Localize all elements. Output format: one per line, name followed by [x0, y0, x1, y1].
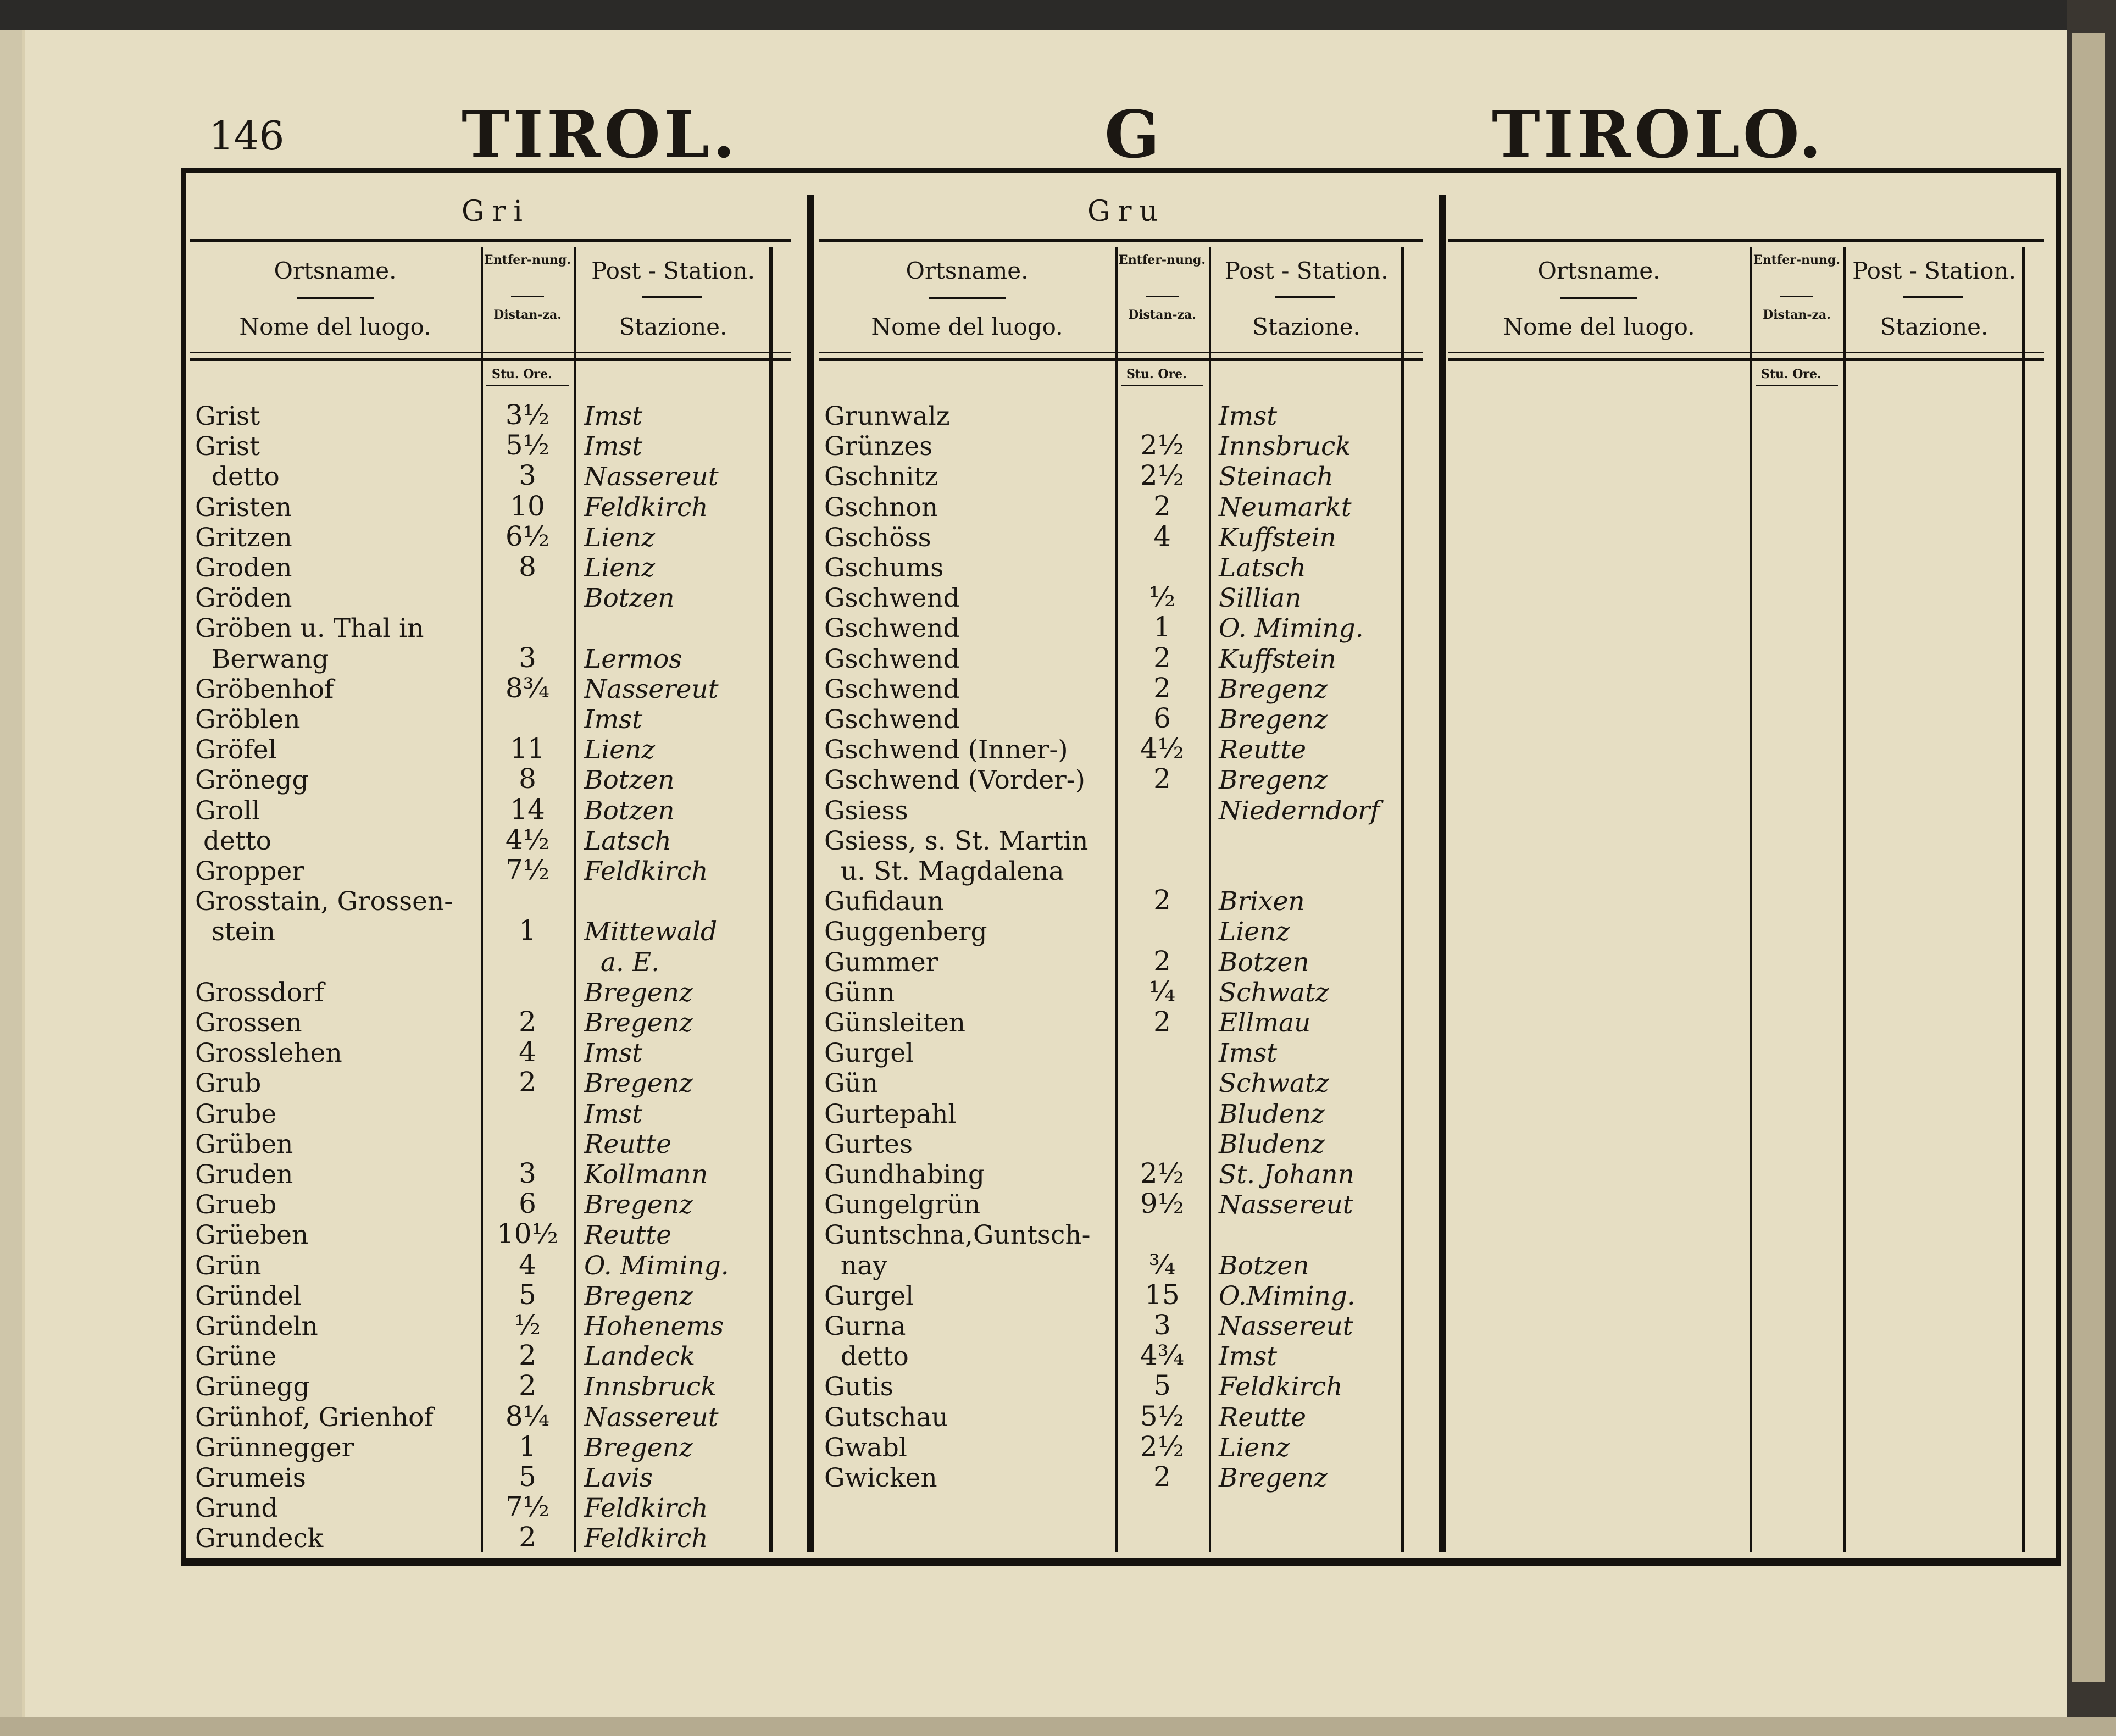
- place-name: Grund: [195, 1493, 278, 1524]
- distance-value: 8¼: [505, 1400, 550, 1432]
- post-station: Latsch: [584, 825, 671, 856]
- header-bottom-rule-thick: [190, 358, 791, 361]
- page-number: 146: [209, 113, 285, 159]
- place-name: Gundhabing: [824, 1160, 985, 1190]
- post-station: Feldkirch: [1219, 1372, 1343, 1402]
- place-name: Gropper: [195, 856, 304, 886]
- place-name: Gründel: [195, 1280, 302, 1311]
- units-rule: [1756, 385, 1838, 386]
- place-name: Gurgel: [824, 1038, 914, 1069]
- header-ortsname-dash: [297, 297, 374, 299]
- post-station: Imst: [1219, 1038, 1278, 1069]
- header-post-dash: [642, 296, 702, 298]
- header-entfernung-dash: [1146, 296, 1179, 297]
- place-name: stein: [195, 917, 276, 947]
- post-station: Nassereut: [584, 1402, 719, 1433]
- post-station: O. Miming.: [584, 1250, 729, 1281]
- place-name: Gummer: [824, 947, 938, 978]
- distance-value: 2: [519, 1369, 536, 1402]
- post-station: Botzen: [584, 765, 675, 796]
- place-name: Grüne: [195, 1341, 277, 1372]
- post-station: St. Johann: [1219, 1160, 1354, 1190]
- post-station: Imst: [584, 705, 643, 735]
- distance-value: 4½: [505, 823, 550, 856]
- header-stazione: Stazione.: [619, 313, 727, 340]
- place-name: Gschnon: [824, 492, 938, 523]
- header-entfernung: Entfer-nung.: [1753, 253, 1841, 267]
- post-station: Landeck: [584, 1341, 696, 1372]
- header-top-rule: [819, 239, 1423, 242]
- place-name: Gschwend (Vorder-): [824, 765, 1085, 796]
- units-label: Stu. Ore.: [1126, 367, 1187, 381]
- distance-value: 10½: [496, 1218, 559, 1250]
- post-station: Bregenz: [584, 977, 693, 1008]
- header-post-dash: [1275, 296, 1335, 298]
- distance-value: 6: [519, 1188, 536, 1220]
- place-name: Gschnitz: [824, 462, 938, 492]
- distance-value: 4: [519, 1036, 536, 1068]
- distance-value: 5½: [1140, 1400, 1185, 1432]
- post-station: Lermos: [584, 644, 682, 674]
- post-station: Bludenz: [1219, 1099, 1325, 1129]
- header-entfernung: Entfer-nung.: [1118, 253, 1206, 267]
- place-name: Groll: [195, 795, 260, 826]
- header-stazione: Stazione.: [1252, 313, 1360, 340]
- place-name: Gschwend: [824, 613, 960, 644]
- header-top-rule: [1448, 239, 2044, 242]
- place-name: Grosstain, Grossen-: [195, 886, 453, 917]
- place-name: Gritzen: [195, 522, 292, 553]
- page-bottom-edge: [0, 1717, 2116, 1736]
- place-name: Gufidaun: [824, 886, 944, 917]
- place-name: Grueb: [195, 1190, 277, 1221]
- place-name: Grube: [195, 1099, 277, 1129]
- distance-value: 2: [519, 1066, 536, 1099]
- post-station: Neumarkt: [1219, 492, 1352, 523]
- place-name: detto: [195, 825, 271, 856]
- place-name: Grönegg: [195, 765, 309, 796]
- post-station: Reutte: [584, 1129, 672, 1160]
- section-letters: Gru: [1087, 195, 1165, 228]
- post-station: Lienz: [1219, 1432, 1290, 1463]
- place-name: Grist: [195, 401, 260, 431]
- post-station: Reutte: [584, 1220, 672, 1251]
- heading-letter: G: [1104, 96, 1163, 173]
- place-name: Grünhof, Grienhof: [195, 1402, 434, 1433]
- post-station: O.Miming.: [1219, 1280, 1356, 1311]
- header-bottom-rule: [190, 352, 791, 353]
- place-name: Gruden: [195, 1160, 293, 1190]
- place-name: Gristen: [195, 492, 292, 523]
- distance-value: 4½: [1140, 733, 1185, 765]
- place-name: Grunwalz: [824, 401, 950, 431]
- header-entfernung-dash: [511, 296, 544, 297]
- post-station: Imst: [584, 431, 643, 462]
- post-station: Lienz: [1219, 917, 1290, 947]
- place-name: Gsiess: [824, 795, 908, 826]
- units-rule: [1121, 385, 1203, 386]
- place-name: Gwabl: [824, 1432, 907, 1463]
- post-station: Reutte: [1219, 735, 1307, 766]
- column-rule-name: [1750, 247, 1752, 1552]
- column-rule-station: [2022, 247, 2025, 1552]
- block-divider: [1439, 195, 1446, 1552]
- place-name: Günsleiten: [824, 1008, 966, 1038]
- column-rule-station: [1401, 247, 1404, 1552]
- post-station: Innsbruck: [1219, 431, 1351, 462]
- post-station: Steinach: [1219, 462, 1334, 492]
- post-station: Nassereut: [1219, 1190, 1353, 1221]
- post-station: Botzen: [1219, 947, 1309, 978]
- post-station: Bregenz: [1219, 1463, 1328, 1493]
- place-name: Grünegg: [195, 1372, 310, 1402]
- post-station: Bregenz: [1219, 765, 1328, 796]
- place-name: Grub: [195, 1068, 262, 1099]
- post-station: Sillian: [1219, 583, 1302, 614]
- post-station: Lienz: [584, 553, 656, 583]
- place-name: Groden: [195, 553, 292, 583]
- header-distanza: Distan-za.: [1128, 308, 1196, 322]
- place-name: Gschwend: [824, 583, 960, 614]
- section-letters: Gri: [461, 195, 531, 228]
- distance-value: ¼: [1148, 975, 1176, 1007]
- post-station: Botzen: [584, 583, 675, 614]
- header-nome-del-luogo: Nome del luogo.: [1503, 313, 1695, 340]
- place-name: Grossdorf: [195, 977, 324, 1008]
- place-name: Gschwend: [824, 674, 960, 705]
- distance-value: 4: [1153, 520, 1171, 552]
- post-station: Lienz: [584, 735, 656, 766]
- place-name: Grosslehen: [195, 1038, 342, 1069]
- distance-value: ½: [514, 1309, 541, 1341]
- heading-tirol: TIROL.: [462, 96, 738, 173]
- place-name: Gurtes: [824, 1129, 913, 1160]
- distance-value: 5: [519, 1278, 536, 1311]
- dark-top-border: [0, 0, 2116, 30]
- header-post-station: Post - Station.: [1224, 257, 1389, 284]
- distance-value: 2: [519, 1006, 536, 1038]
- post-station: Latsch: [1219, 553, 1306, 583]
- post-station: Ellmau: [1219, 1008, 1311, 1038]
- distance-value: 1: [519, 1430, 536, 1462]
- place-name: Gschwend: [824, 644, 960, 674]
- post-station: Kuffstein: [1219, 522, 1336, 553]
- post-station: Feldkirch: [584, 1523, 708, 1554]
- distance-value: 1: [519, 914, 536, 947]
- post-station: Bregenz: [1219, 705, 1328, 735]
- distance-value: 5: [519, 1461, 536, 1493]
- post-station: Feldkirch: [584, 856, 708, 886]
- distance-value: 2: [519, 1339, 536, 1372]
- place-name: Gwicken: [824, 1463, 937, 1493]
- post-station: Lavis: [584, 1463, 653, 1493]
- place-name: Gurtepahl: [824, 1099, 957, 1129]
- column-rule-dist: [1209, 247, 1211, 1552]
- post-station: O. Miming.: [1219, 613, 1364, 644]
- post-station: Imst: [584, 1099, 643, 1129]
- distance-value: 2: [1153, 641, 1171, 674]
- place-name: Gründeln: [195, 1311, 318, 1341]
- header-distanza: Distan-za.: [493, 308, 562, 322]
- post-station: Brixen: [1219, 886, 1305, 917]
- post-station: Nassereut: [1219, 1311, 1353, 1341]
- distance-value: 7½: [505, 1491, 550, 1523]
- post-station: Kollmann: [584, 1160, 708, 1190]
- post-station: Feldkirch: [584, 1493, 708, 1524]
- place-name: Grün: [195, 1250, 262, 1281]
- place-name: Grünzes: [824, 431, 933, 462]
- header-bottom-rule-thick: [819, 358, 1423, 361]
- post-station: Bregenz: [584, 1280, 693, 1311]
- distance-value: 9½: [1140, 1188, 1185, 1220]
- post-station: Lienz: [584, 522, 656, 553]
- place-name: Gungelgrün: [824, 1190, 981, 1221]
- distance-value: 3: [519, 459, 536, 492]
- header-ortsname: Ortsname.: [274, 257, 397, 284]
- header-nome-del-luogo: Nome del luogo.: [239, 313, 431, 340]
- place-name: Gschums: [824, 553, 944, 583]
- distance-value: 3: [519, 641, 536, 674]
- distance-value: 2: [519, 1521, 536, 1554]
- column-rule-dist: [574, 247, 576, 1552]
- distance-value: 14: [510, 793, 545, 825]
- post-station: Bregenz: [1219, 674, 1328, 705]
- distance-value: 2: [1153, 490, 1171, 522]
- post-station: Reutte: [1219, 1402, 1307, 1433]
- place-name: detto: [195, 462, 280, 492]
- header-top-rule: [190, 239, 791, 242]
- post-station: Imst: [584, 1038, 643, 1069]
- heading-tirolo: TIROLO.: [1492, 96, 1825, 173]
- place-name: Gröben u. Thal in: [195, 613, 424, 644]
- place-name: detto: [824, 1341, 909, 1372]
- distance-value: 3: [1153, 1309, 1171, 1341]
- place-name: Gröbenhof: [195, 674, 334, 705]
- post-station: Bregenz: [584, 1190, 693, 1221]
- distance-value: 6½: [505, 520, 550, 552]
- header-nome-del-luogo: Nome del luogo.: [871, 313, 1063, 340]
- header-entfernung: Entfer-nung.: [484, 253, 571, 267]
- post-station: Kuffstein: [1219, 644, 1336, 674]
- distance-value: 3: [519, 1157, 536, 1189]
- post-station: Feldkirch: [584, 492, 708, 523]
- distance-value: 4: [519, 1248, 536, 1280]
- place-name: Gröblen: [195, 705, 301, 735]
- post-station: Botzen: [1219, 1250, 1309, 1281]
- distance-value: 2: [1153, 1006, 1171, 1038]
- post-station: Bregenz: [584, 1068, 693, 1099]
- post-station: Botzen: [584, 795, 675, 826]
- post-station: Nassereut: [584, 674, 719, 705]
- distance-value: ¾: [1148, 1248, 1176, 1280]
- place-name: nay: [824, 1250, 887, 1281]
- distance-value: 8¾: [505, 672, 550, 704]
- place-name: Grüeben: [195, 1220, 309, 1251]
- distance-value: ½: [1148, 581, 1176, 613]
- distance-value: 2½: [1140, 1430, 1185, 1462]
- place-name: Grundeck: [195, 1523, 324, 1554]
- header-post-dash: [1903, 296, 1963, 298]
- place-name: Berwang: [195, 644, 329, 674]
- place-name: Grünnegger: [195, 1432, 354, 1463]
- distance-value: 8: [519, 551, 536, 583]
- distance-value: 5½: [505, 429, 550, 462]
- distance-value: 7½: [505, 854, 550, 886]
- post-station: Schwatz: [1219, 977, 1329, 1008]
- header-entfernung-dash: [1780, 296, 1813, 297]
- block-divider: [807, 195, 814, 1552]
- distance-value: 1: [1153, 611, 1171, 644]
- distance-value: 4¾: [1140, 1339, 1185, 1372]
- place-name: Gutis: [824, 1372, 893, 1402]
- distance-value: 3½: [505, 399, 550, 431]
- column-rule-station: [769, 247, 773, 1552]
- post-station: Mittewald: [584, 917, 718, 947]
- place-name: Guggenberg: [824, 917, 987, 947]
- post-station: Niederndorf: [1219, 795, 1380, 826]
- post-station: Bregenz: [584, 1432, 693, 1463]
- distance-value: 2: [1153, 672, 1171, 704]
- next-page-edge: [2067, 0, 2116, 1736]
- place-name: Günn: [824, 977, 895, 1008]
- post-station: Imst: [584, 401, 643, 431]
- header-ortsname: Ortsname.: [1537, 257, 1660, 284]
- place-name: Gschwend (Inner-): [824, 735, 1068, 766]
- post-station: Nassereut: [584, 462, 719, 492]
- header-bottom-rule: [819, 352, 1423, 353]
- header-ortsname: Ortsname.: [906, 257, 1029, 284]
- distance-value: 10: [510, 490, 545, 522]
- units-label: Stu. Ore.: [1761, 367, 1821, 381]
- header-bottom-rule-thick: [1448, 358, 2044, 361]
- header-distanza: Distan-za.: [1763, 308, 1831, 322]
- distance-value: 6: [1153, 702, 1171, 734]
- place-name: Gröfel: [195, 735, 277, 766]
- post-station: Schwatz: [1219, 1068, 1329, 1099]
- units-rule: [486, 385, 569, 386]
- distance-value: 2½: [1140, 1157, 1185, 1189]
- place-name: Grumeis: [195, 1463, 306, 1493]
- header-stazione: Stazione.: [1880, 313, 1989, 340]
- post-station: Hohenems: [584, 1311, 724, 1341]
- place-name: Gsiess, s. St. Martin: [824, 825, 1088, 856]
- place-name: Gschöss: [824, 522, 931, 553]
- place-name: Grossen: [195, 1008, 302, 1038]
- place-name: Gurna: [824, 1311, 906, 1341]
- units-label: Stu. Ore.: [492, 367, 552, 381]
- header-bottom-rule: [1448, 352, 2044, 353]
- distance-value: 2½: [1140, 429, 1185, 462]
- place-name: Grist: [195, 431, 260, 462]
- place-name: Gurgel: [824, 1280, 914, 1311]
- post-station: a. E.: [584, 947, 660, 978]
- place-name: Guntschna,Guntsch-: [824, 1220, 1091, 1251]
- distance-value: 2: [1153, 945, 1171, 977]
- distance-value: 2: [1153, 884, 1171, 917]
- post-station: Bregenz: [584, 1008, 693, 1038]
- header-ortsname-dash: [1560, 297, 1637, 299]
- place-name: Grüben: [195, 1129, 293, 1160]
- distance-value: 8: [519, 763, 536, 795]
- column-rule-dist: [1843, 247, 1846, 1552]
- distance-value: 2: [1153, 1461, 1171, 1493]
- header-post-station: Post - Station.: [591, 257, 755, 284]
- place-name: Gröden: [195, 583, 292, 614]
- distance-value: 11: [510, 733, 545, 765]
- distance-value: 2: [1153, 763, 1171, 795]
- post-station: Imst: [1219, 401, 1278, 431]
- header-post-station: Post - Station.: [1852, 257, 2016, 284]
- place-name: Gschwend: [824, 705, 960, 735]
- header-ortsname-dash: [929, 297, 1006, 299]
- distance-value: 2½: [1140, 459, 1185, 492]
- distance-value: 15: [1145, 1278, 1180, 1311]
- post-station: Innsbruck: [584, 1372, 717, 1402]
- place-name: Gün: [824, 1068, 879, 1099]
- post-station: Imst: [1219, 1341, 1278, 1372]
- place-name: u. St. Magdalena: [824, 856, 1064, 886]
- post-station: Bludenz: [1219, 1129, 1325, 1160]
- place-name: Gutschau: [824, 1402, 948, 1433]
- distance-value: 5: [1153, 1369, 1171, 1402]
